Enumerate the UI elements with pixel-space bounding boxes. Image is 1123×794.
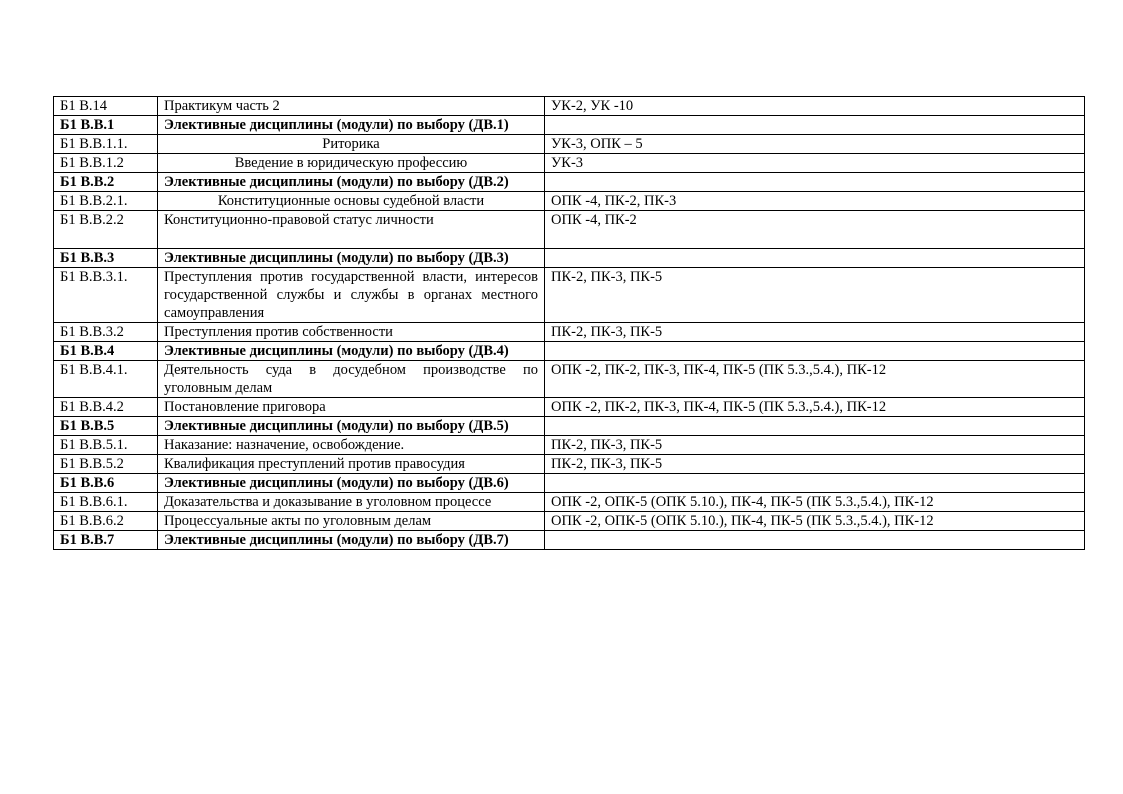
curriculum-table [53, 96, 1085, 550]
competencies: ОПК -2, ОПК-5 (ОПК 5.10.), ПК-4, ПК-5 (ПК 5.3.,5.4.), ПК-12 [545, 493, 1085, 512]
competencies: ОПК -4, ПК-2 [545, 211, 1085, 249]
discipline-code: Б1 В.В.5 [54, 417, 158, 436]
discipline-code: Б1 В.В.4 [54, 342, 158, 361]
competencies [545, 116, 1085, 135]
table-row [54, 135, 1085, 154]
discipline-code: Б1 В.В.3.1. [54, 268, 158, 323]
discipline-name: Элективные дисциплины (модули) по выбору (ДВ.3) [158, 249, 545, 268]
competencies: УК-2, УК -10 [545, 97, 1085, 116]
discipline-name: Элективные дисциплины (модули) по выбору (ДВ.5) [158, 417, 545, 436]
discipline-name: Деятельность суда в досудебном производстве по уголовным делам [158, 361, 545, 398]
table-row [54, 436, 1085, 455]
discipline-code: Б1 В.В.2.1. [54, 192, 158, 211]
discipline-code: Б1 В.В.4.2 [54, 398, 158, 417]
discipline-code: Б1 В.В.6 [54, 474, 158, 493]
discipline-code: Б1 В.В.6.1. [54, 493, 158, 512]
table-row [54, 211, 1085, 249]
competencies [545, 249, 1085, 268]
discipline-code: Б1 В.В.6.2 [54, 512, 158, 531]
discipline-name: Преступления против собственности [158, 323, 545, 342]
discipline-code: Б1 В.14 [54, 97, 158, 116]
discipline-code: Б1 В.В.3 [54, 249, 158, 268]
table-row [54, 531, 1085, 550]
discipline-code: Б1 В.В.2.2 [54, 211, 158, 249]
table-row [54, 361, 1085, 398]
discipline-name: Практикум часть 2 [158, 97, 545, 116]
competencies [545, 417, 1085, 436]
discipline-name: Элективные дисциплины (модули) по выбору (ДВ.2) [158, 173, 545, 192]
table-row [54, 268, 1085, 323]
competencies [545, 173, 1085, 192]
discipline-name: Конституционно-правовой статус личности [158, 211, 545, 249]
discipline-code: Б1 В.В.3.2 [54, 323, 158, 342]
discipline-code: Б1 В.В.5.2 [54, 455, 158, 474]
table-row [54, 512, 1085, 531]
discipline-name: Введение в юридическую профессию [158, 154, 545, 173]
table-row [54, 154, 1085, 173]
table-row [54, 398, 1085, 417]
discipline-name: Элективные дисциплины (модули) по выбору (ДВ.6) [158, 474, 545, 493]
competencies: ОПК -2, ПК-2, ПК-3, ПК-4, ПК-5 (ПК 5.3.,5.4.), ПК-12 [545, 398, 1085, 417]
competencies: ПК-2, ПК-3, ПК-5 [545, 268, 1085, 323]
table-row [54, 192, 1085, 211]
discipline-name: Элективные дисциплины (модули) по выбору (ДВ.1) [158, 116, 545, 135]
competencies: ПК-2, ПК-3, ПК-5 [545, 455, 1085, 474]
discipline-code: Б1 В.В.1.1. [54, 135, 158, 154]
table-row [54, 97, 1085, 116]
discipline-name: Элективные дисциплины (модули) по выбору (ДВ.4) [158, 342, 545, 361]
table-row [54, 493, 1085, 512]
discipline-code: Б1 В.В.4.1. [54, 361, 158, 398]
table-row [54, 342, 1085, 361]
competencies: ПК-2, ПК-3, ПК-5 [545, 436, 1085, 455]
competencies: УК-3, ОПК – 5 [545, 135, 1085, 154]
discipline-name: Постановление приговора [158, 398, 545, 417]
discipline-name: Процессуальные акты по уголовным делам [158, 512, 545, 531]
discipline-name: Доказательства и доказывание в уголовном процессе [158, 493, 545, 512]
table-row [54, 474, 1085, 493]
competencies: ОПК -2, ПК-2, ПК-3, ПК-4, ПК-5 (ПК 5.3.,5.4.), ПК-12 [545, 361, 1085, 398]
discipline-name: Элективные дисциплины (модули) по выбору (ДВ.7) [158, 531, 545, 550]
discipline-name: Наказание: назначение, освобождение. [158, 436, 545, 455]
table-row [54, 417, 1085, 436]
competencies [545, 531, 1085, 550]
competencies: ПК-2, ПК-3, ПК-5 [545, 323, 1085, 342]
table-row [54, 455, 1085, 474]
discipline-name: Конституционные основы судебной власти [158, 192, 545, 211]
discipline-code: Б1 В.В.7 [54, 531, 158, 550]
discipline-name: Квалификация преступлений против правосудия [158, 455, 545, 474]
discipline-name: Преступления против государственной власти, интересов государственной службы и службы в органах местного самоуправления [158, 268, 545, 323]
discipline-name: Риторика [158, 135, 545, 154]
table-row [54, 323, 1085, 342]
discipline-code: Б1 В.В.1 [54, 116, 158, 135]
discipline-code: Б1 В.В.2 [54, 173, 158, 192]
table-row [54, 249, 1085, 268]
discipline-code: Б1 В.В.1.2 [54, 154, 158, 173]
competencies: ОПК -4, ПК-2, ПК-3 [545, 192, 1085, 211]
table-row [54, 173, 1085, 192]
competencies [545, 474, 1085, 493]
competencies: УК-3 [545, 154, 1085, 173]
table-row [54, 116, 1085, 135]
discipline-code: Б1 В.В.5.1. [54, 436, 158, 455]
competencies [545, 342, 1085, 361]
competencies: ОПК -2, ОПК-5 (ОПК 5.10.), ПК-4, ПК-5 (ПК 5.3.,5.4.), ПК-12 [545, 512, 1085, 531]
